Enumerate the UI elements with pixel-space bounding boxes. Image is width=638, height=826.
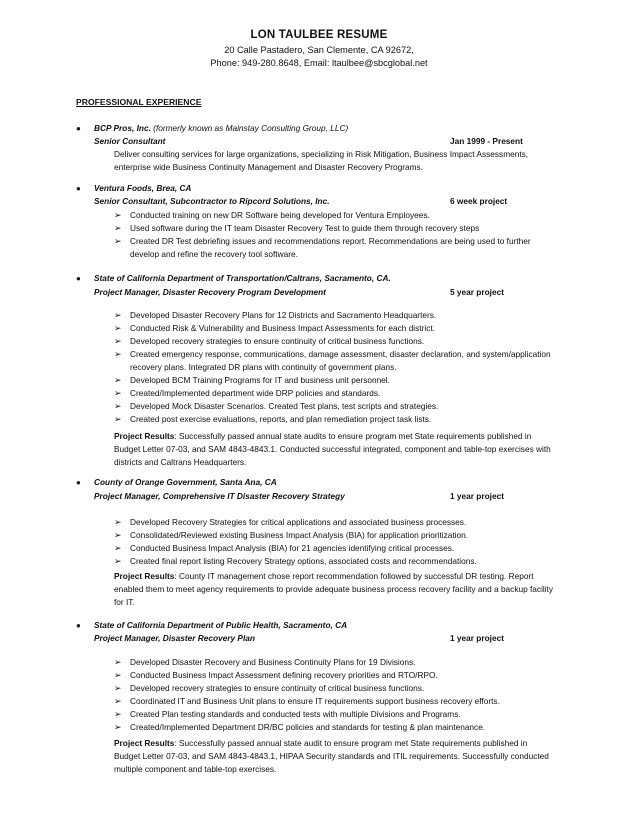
list-item: ➢ Developed BCM Training Programs for IT and business unit personnel. [114,375,390,385]
job-items [114,209,554,261]
list-item: ➢ Developed Mock Disaster Scenarios. Created Test plans, test scripts and strategies. [114,401,439,411]
project-results: Project Results: Successfully passed annual state audits to ensure program met State requirements published in Budget Letter 07-03, and SAM 4843-4843.1. Conducted successful integrated, component and table-top exercises with districts and Caltrans Headquarters. [114,431,551,467]
arrow-bullet-icon: ➢ [114,657,122,667]
job-items [114,516,554,568]
list-item: ➢ Developed recovery strategies to ensure continuity of critical business functions. [114,336,425,346]
list-item: ➢ Created DR Test debriefing issues and recommendations report. Recommendations are being used to further develop and refine the recovery tool software. [114,236,531,259]
job-duration: 1 year project [450,633,504,643]
arrow-bullet-icon: ➢ [114,349,122,359]
list-item: ➢ Conducted Business Impact Assessment defining recovery priorities and RTO/RPO. [114,670,438,680]
bullet-icon: ● [76,124,81,133]
arrow-bullet-icon: ➢ [114,236,122,246]
section-title: PROFESSIONAL EXPERIENCE [76,97,202,107]
address: 20 Calle Pastadero, San Clemente, CA 92672, [224,45,414,55]
arrow-bullet-icon: ➢ [114,670,122,680]
job-title: Project Manager, Comprehensive IT Disaster Recovery Strategy [94,491,345,501]
results-label: Project Results [114,571,175,581]
job-org: County of Orange Government, Santa Ana, CA [94,477,277,487]
list-item: ➢ Created Plan testing standards and conducted tests with multiple Divisions and Programs. [114,709,461,719]
arrow-bullet-icon: ➢ [114,375,122,385]
arrow-bullet-icon: ➢ [114,709,122,719]
list-item: ➢ Used software during the IT team Disaster Recovery Test to guide them through recovery steps [114,223,480,233]
arrow-bullet-icon: ➢ [114,223,122,233]
arrow-bullet-icon: ➢ [114,210,122,220]
job-org: Ventura Foods, Brea, CA [94,183,192,193]
arrow-bullet-icon: ➢ [114,336,122,346]
list-item: ➢ Consolidated/Reviewed existing Business Impact Analysis (BIA) for application prioritization. [114,530,469,540]
job-org: BCP Pros, Inc. (formerly known as Mainstay Consulting Group, LLC) [94,123,349,133]
arrow-bullet-icon: ➢ [114,323,122,333]
job-org-note: (formerly known as Mainstay Consulting Group, LLC) [150,123,349,133]
job-duration: 5 year project [450,287,504,297]
job-title: Project Manager, Disaster Recovery Plan [94,633,255,643]
job-description: Deliver consulting services for large organizations, specializing in Risk Mitigation, Business Impact Assessments, enterprise wide Business Continuity Management and Disaster Recovery Programs. [114,149,529,173]
job-items [114,656,554,734]
arrow-bullet-icon: ➢ [114,310,122,320]
job-duration: Jan 1999 - Present [450,136,523,146]
results-label: Project Results [114,431,175,441]
bullet-icon: ● [76,621,81,630]
list-item: ➢ Created/Implemented Department DR/BC policies and standards for testing & plan maintenance. [114,722,486,732]
arrow-bullet-icon: ➢ [114,556,122,566]
bullet-icon: ● [76,478,81,487]
list-item: ➢ Created emergency response, communications, damage assessment, disaster declaration, and system/application recovery plans. Integrated DR plans with continuity of government plans. [114,349,551,372]
list-item: ➢ Created/Implemented department wide DRP policies and standards. [114,388,381,398]
bullet-icon: ● [76,274,81,283]
list-item: ➢ Conducted Risk & Vulnerability and Business Impact Assessments for each district. [114,323,435,333]
job-duration: 6 week project [450,196,508,206]
list-item: ➢ Created final report listing Recovery Strategy options, associated costs and recommendations. [114,556,477,566]
arrow-bullet-icon: ➢ [114,414,122,424]
arrow-bullet-icon: ➢ [114,530,122,540]
project-results: Project Results: County IT management chose report recommendation followed by successful DR testing. Report enabled them to meet agency requirements to provide adequate business process recovery facility and a backup facility for IT. [114,571,554,607]
arrow-bullet-icon: ➢ [114,722,122,732]
list-item: ➢ Conducted Business Impact Analysis (BIA) for 21 agencies identifying critical processes. [114,543,455,553]
list-item: ➢ Coordinated IT and Business Unit plans to ensure IT requirements support business recovery efforts. [114,696,500,706]
list-item: ➢ Developed recovery strategies to ensure continuity of critical business functions. [114,683,425,693]
list-item: ➢ Conducted training on new DR Software being developed for Ventura Employees. [114,210,430,220]
job-title: Senior Consultant, Subcontractor to Ripcord Solutions, Inc. [94,196,330,206]
contact-info: Phone: 949-280.8648, Email: ltaulbee@sbcglobal.net [210,58,428,68]
bullet-icon: ● [76,184,81,193]
job-items [114,309,554,426]
job-org: State of California Department of Public Health, Sacramento, CA [94,620,348,630]
list-item: ➢ Developed Disaster Recovery and Business Continuity Plans for 19 Divisions. [114,657,416,667]
arrow-bullet-icon: ➢ [114,543,122,553]
list-item: ➢ Created post exercise evaluations, reports, and plan remediation project task lists. [114,414,432,424]
job-title: Senior Consultant [94,136,166,146]
job-org: State of California Department of Transportation/Caltrans, Sacramento, CA. [94,273,391,283]
job-title: Project Manager, Disaster Recovery Program Development [94,287,326,297]
arrow-bullet-icon: ➢ [114,401,122,411]
arrow-bullet-icon: ➢ [114,517,122,527]
arrow-bullet-icon: ➢ [114,696,122,706]
list-item: ➢ Developed Disaster Recovery Plans for 12 Districts and Sacramento Headquarters. [114,310,437,320]
list-item: ➢ Developed Recovery Strategies for critical applications and associated business processes. [114,517,467,527]
arrow-bullet-icon: ➢ [114,683,122,693]
project-results: Project Results: Successfully passed annual state audit to ensure program met State requirements published in Budget Letter 07-03, and SAM 4843-4843.1, HIPAA Security standards and ITIL requirements. Successfully conducted multiple component and table-top exercises. [114,738,549,774]
results-label: Project Results [114,738,175,748]
arrow-bullet-icon: ➢ [114,388,122,398]
job-duration: 1 year project [450,491,504,501]
resume-title: LON TAULBEE RESUME [250,29,388,41]
